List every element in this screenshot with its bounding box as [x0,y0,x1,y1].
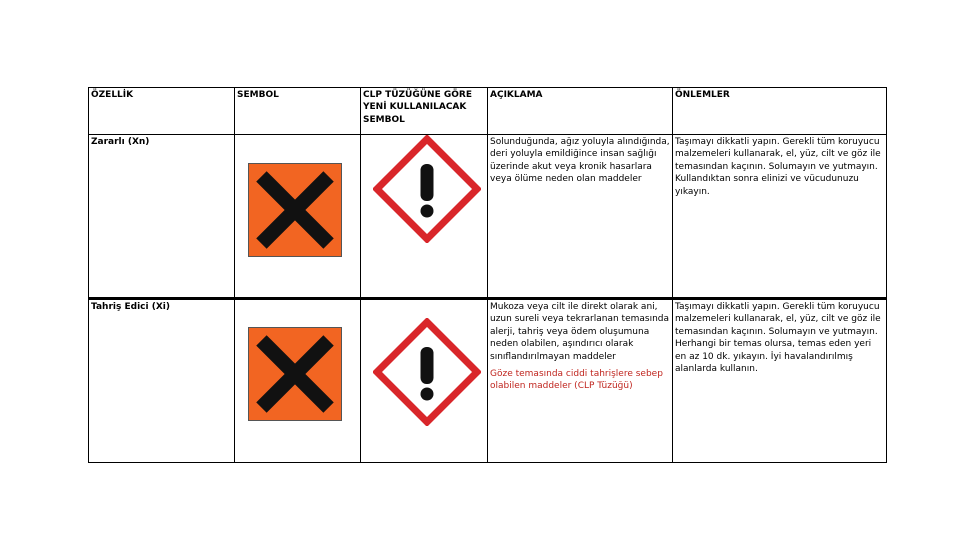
header-property: ÖZELLİK [89,88,235,135]
exclamation-mark-diamond-icon [373,318,481,426]
clp-symbol-cell [361,135,488,299]
irritant-x-orange-icon [248,327,342,421]
precautions-cell: Taşımayı dikkatli yapın. Gerekli tüm koruyucu malzemeleri kullanarak, el, yüz, cilt ve göz ile temasından kaçının. Solumayın ve yutmayın. Herhangi bir temas olursa, temas eden yeri en az 10 dk. yıkayın. İyi havalandırılmış alanlarda kullanın. [673,299,887,463]
description-text: Solunduğunda, ağız yoluyla alındığında, deri yoluyla emildiğince insan sağlığı üzerinde akut veya kronik hasarlara veya ölüme neden olan maddeler [490,137,670,185]
exclamation-mark-diamond-icon [373,135,481,243]
description-text: Mukoza veya cilt ile direkt olarak ani, uzun sureli veya tekrarlanan temasında alerji, tahriş veya ödem oluşumuna neden olabilen, aşındırıcı olarak sınıflandırılmayan maddeler [490,302,670,362]
symbol-cell [235,135,361,299]
table-row [89,299,887,463]
description-cell [488,299,673,463]
property-cell: Zararlı (Xn) [89,135,235,299]
hazard-symbols-table-wrapper [88,87,886,463]
clp-symbol-cell [361,299,488,463]
header-description: AÇIKLAMA [488,88,673,135]
harmful-x-orange-icon [248,163,342,257]
header-symbol: SEMBOL [235,88,361,135]
clp-note-text: Göze temasında ciddi tahrişlere sebep olabilen maddeler (CLP Tüzüğü) [490,369,663,392]
precautions-cell: Taşımayı dikkatli yapın. Gerekli tüm koruyucu malzemeleri kullanarak, el, yüz, cilt ve göz ile temasından kaçının. Solumayın ve yutmayın. Kullandıktan sonra elinizi ve vücudunuzu yıkayın. [673,135,887,299]
table-row [89,135,887,299]
hazard-symbols-table [88,87,887,463]
property-cell: Tahriş Edici (Xi) [89,299,235,463]
description-cell [488,135,673,299]
table-header-row [89,88,887,135]
symbol-cell [235,299,361,463]
header-precautions: ÖNLEMLER [673,88,887,135]
header-clp-symbol: CLP TÜZÜĞÜNE GÖRE YENİ KULLANILACAK SEMBOL [361,88,488,135]
